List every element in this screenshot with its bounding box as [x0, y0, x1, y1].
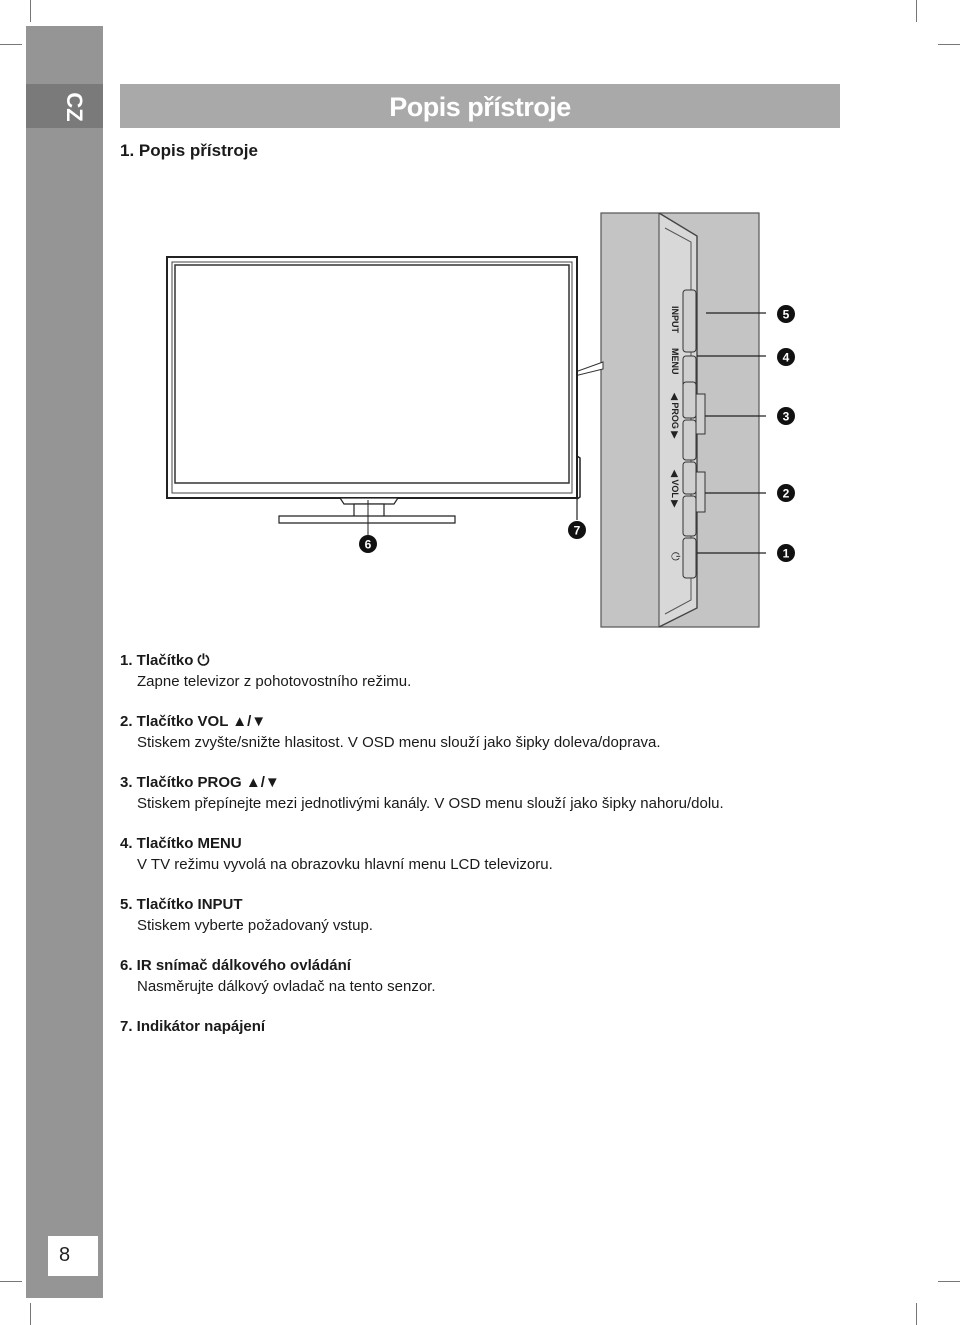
item-title: 3. Tlačítko PROG ▲/▼: [120, 774, 280, 791]
input-button-shape: [683, 290, 696, 352]
callout-5: [777, 305, 795, 323]
crop-mark: [938, 1281, 960, 1282]
button-description-list: [120, 650, 860, 1056]
menu-panel-label: MENU: [670, 348, 680, 375]
list-item: [120, 1016, 860, 1037]
svg-text:6: 6: [364, 537, 372, 552]
item-description: Zapne televizor z pohotovostního režimu.: [137, 673, 412, 690]
crop-mark: [30, 1303, 31, 1325]
item-title: 7. Indikátor napájení: [120, 1018, 266, 1035]
item-title: 4. Tlačítko MENU: [120, 835, 242, 852]
language-label: CZ: [62, 92, 87, 122]
svg-text:5: 5: [782, 307, 790, 322]
svg-text:1: 1: [782, 546, 790, 561]
svg-text:3: 3: [782, 409, 790, 424]
list-item: [120, 955, 860, 997]
power-icon: ⏻: [669, 552, 682, 561]
input-panel-label: INPUT: [670, 306, 680, 333]
vol-panel-label: ◀ VOL ▶: [670, 470, 680, 508]
callout-2: [777, 484, 795, 502]
tv-front-illustration: [167, 257, 580, 535]
item-description: Stiskem přepínejte mezi jednotlivými kanály. V OSD menu slouží jako šipky nahoru/dolu.: [137, 795, 724, 812]
svg-text:7: 7: [573, 523, 581, 538]
crop-mark: [916, 1303, 917, 1325]
callout-7: [568, 521, 586, 539]
callout-4: [777, 348, 795, 366]
list-item: [120, 650, 860, 692]
item-title: 5. Tlačítko INPUT: [120, 896, 243, 913]
tv-diagram: [0, 0, 960, 640]
side-panel-closeup: [601, 213, 759, 627]
list-item: [120, 833, 860, 875]
item-title: 1. Tlačítko ⏻: [120, 652, 210, 669]
page-title: Popis přístroje: [389, 92, 571, 122]
power-button-shape: [683, 538, 696, 578]
list-item: [120, 772, 860, 814]
item-description: V TV režimu vyvolá na obrazovku hlavní menu LCD televizoru.: [137, 856, 553, 873]
svg-text:4: 4: [782, 350, 790, 365]
svg-text:2: 2: [782, 486, 790, 501]
item-title: 2. Tlačítko VOL ▲/▼: [120, 713, 267, 730]
list-item: [120, 711, 860, 753]
list-item: [120, 894, 860, 936]
callout-1: [777, 544, 795, 562]
prog-panel-label: ◀ PROG ▶: [670, 393, 680, 439]
item-title: 6. IR snímač dálkového ovládání: [120, 957, 351, 974]
item-description: Nasměrujte dálkový ovladač na tento senzor.: [137, 978, 436, 995]
crop-mark: [0, 1281, 22, 1282]
item-description: Stiskem zvyšte/snižte hlasitost. V OSD menu slouží jako šipky doleva/doprava.: [137, 734, 661, 751]
section-heading: 1. Popis přístroje: [120, 141, 258, 160]
callout-3: [777, 407, 795, 425]
item-description: Stiskem vyberte požadovaný vstup.: [137, 917, 373, 934]
callout-6: [359, 535, 377, 553]
page-number: 8: [58, 1244, 71, 1266]
